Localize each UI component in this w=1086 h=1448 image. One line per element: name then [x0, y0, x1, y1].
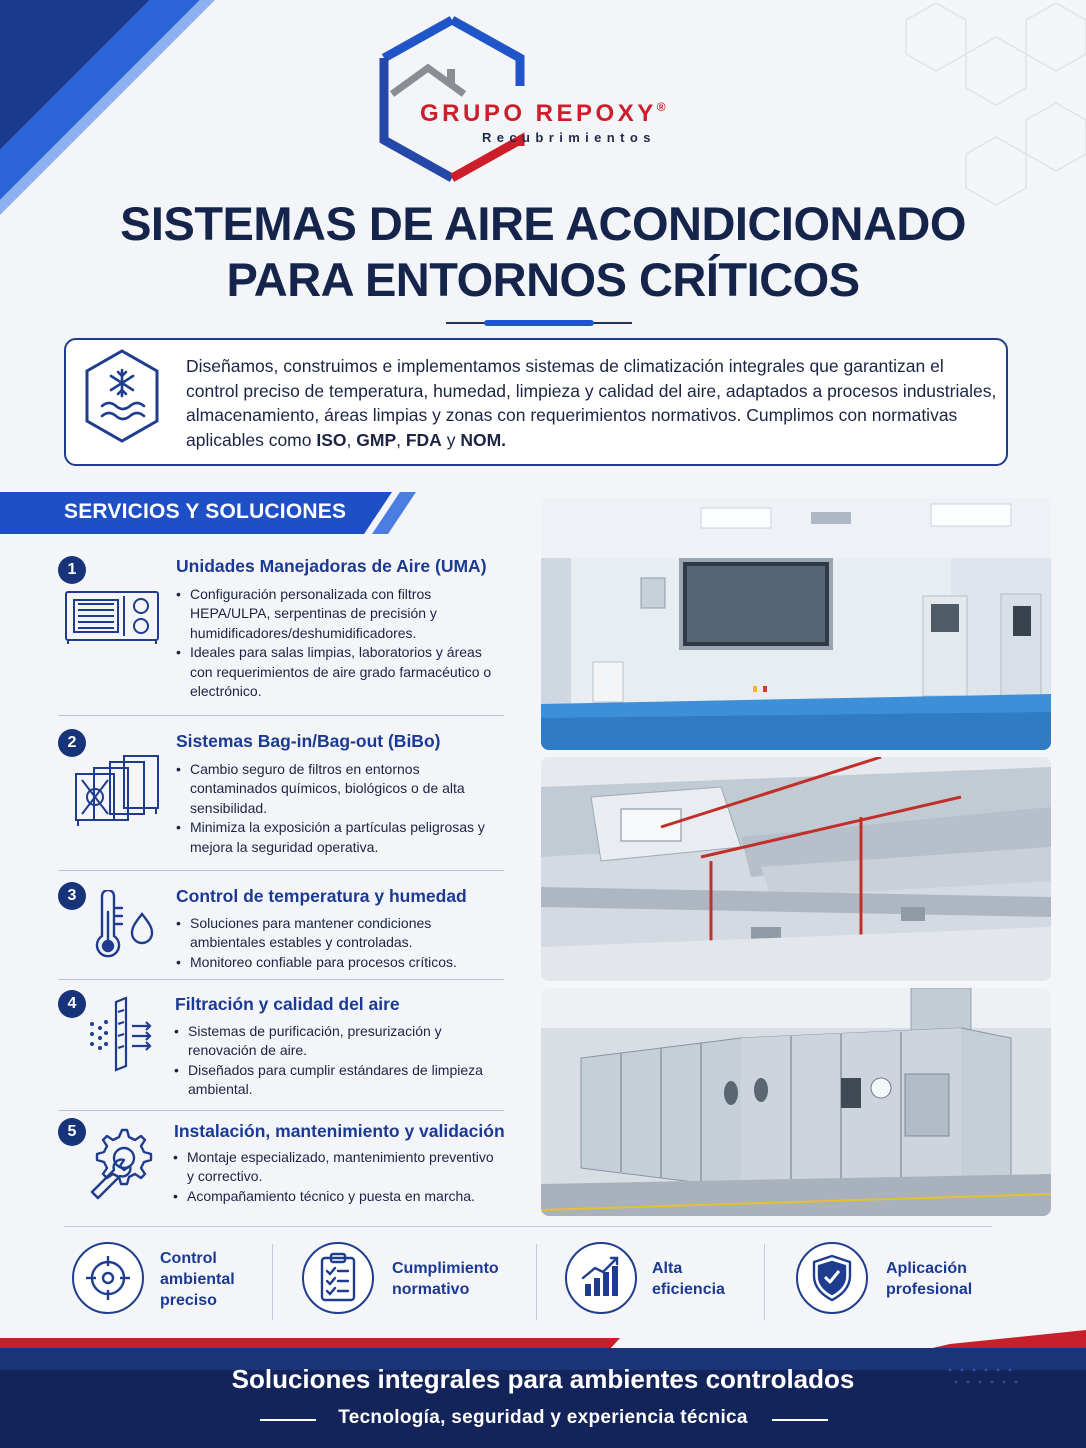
- page-title: [60, 196, 1026, 308]
- intro-text-body: Diseñamos, construimos e implementamos sistemas de climatización integrales que garantizan el control preciso de temperatura, humedad, limpieza y calidad del aire, adaptados a procesos industriales, almacenamiento, áreas limpias y zonas con requerimientos normativos. Cumplimos con normativas aplicables como: [186, 356, 997, 450]
- feature-label-line: normativo: [392, 1281, 470, 1298]
- intro-sep: ,: [396, 429, 406, 450]
- footer-rule-right: [772, 1419, 828, 1421]
- feature-label-line: Cumplimiento: [392, 1260, 499, 1277]
- norm-fda: FDA: [405, 429, 442, 450]
- service-bullet: • Sistemas de purificación, presurización y renovación de aire.: [174, 1022, 504, 1061]
- service-title: Filtración y calidad del aire: [175, 994, 400, 1014]
- brand-name: [420, 100, 770, 128]
- service-bullet: • Configuración personalizada con filtros HEPA/ULPA, serpentinas de precisión y humidificadores/deshumidificadores.: [176, 585, 506, 643]
- service-bullets: [176, 914, 506, 972]
- features-divider: [64, 1226, 992, 1227]
- footer-subtitle: Tecnología, seguridad y experiencia técnica: [338, 1407, 748, 1428]
- service-title: Instalación, mantenimiento y validación: [174, 1121, 505, 1141]
- air-handling-unit-icon: [64, 586, 162, 646]
- footer-title: Soluciones integrales para ambientes controlados: [231, 1364, 855, 1394]
- feature-label-line: preciso: [160, 1292, 217, 1309]
- bibo-filter-housing-icon: [72, 750, 164, 830]
- feature-icon-circle: [796, 1242, 868, 1314]
- service-bullets: [176, 760, 506, 857]
- intro-text: [186, 354, 998, 452]
- gear-wrench-icon: [84, 1124, 160, 1200]
- feature-label-line: Aplicación: [886, 1260, 967, 1277]
- checklist-icon: [304, 1244, 372, 1312]
- shield-check-icon: [798, 1244, 866, 1312]
- service-title: Sistemas Bag-in/Bag-out (BiBo): [176, 731, 441, 751]
- service-bullets: [174, 1022, 504, 1100]
- norm-gmp: GMP: [356, 429, 397, 450]
- intro-sep: y: [441, 429, 461, 450]
- title-underline-accent: [484, 320, 594, 326]
- feature-icon-circle: [72, 1242, 144, 1314]
- brand-logo: [352, 14, 772, 184]
- registered-mark: ®: [656, 100, 666, 114]
- service-bullet: • Cambio seguro de filtros en entornos contaminados químicos, biológicos o de alta sensibilidad.: [176, 760, 506, 818]
- feature-label-line: Control: [160, 1250, 217, 1267]
- cleanroom-photo: [541, 498, 1051, 750]
- thermometer-droplet-icon: [88, 890, 158, 962]
- feature-label-line: ambiental: [160, 1271, 235, 1288]
- service-bullet: • Ideales para salas limpias, laboratorios y áreas con requerimientos de aire grado farmacéutico o electrónico.: [176, 643, 506, 701]
- growth-chart-icon: [567, 1244, 635, 1312]
- service-bullets: [176, 585, 506, 701]
- feature-label: [652, 1258, 725, 1300]
- target-icon: [74, 1244, 142, 1312]
- service-bullet: • Soluciones para mantener condiciones ambientales estables y controladas.: [176, 914, 506, 953]
- feature-label: [392, 1258, 499, 1300]
- feature-label-line: eficiencia: [652, 1281, 725, 1298]
- service-divider: [58, 1110, 504, 1111]
- service-divider: [58, 979, 504, 980]
- service-number: 2: [58, 729, 86, 757]
- service-bullet: • Diseñados para cumplir estándares de limpieza ambiental.: [174, 1061, 504, 1100]
- service-bullet: • Monitoreo confiable para procesos críticos.: [176, 953, 506, 972]
- feature-separator: [536, 1244, 537, 1320]
- snowflake-air-icon: [84, 348, 160, 444]
- feature-label-line: Alta: [652, 1260, 683, 1277]
- feature-separator: [272, 1244, 273, 1320]
- air-filter-icon: [86, 996, 158, 1072]
- service-divider: [58, 870, 504, 871]
- feature-separator: [764, 1244, 765, 1320]
- service-number: 3: [58, 882, 86, 910]
- feature-icon-circle: [565, 1242, 637, 1314]
- air-handling-units-photo: [541, 988, 1051, 1216]
- service-number: 1: [58, 556, 86, 584]
- service-bullet: • Montaje especializado, mantenimiento preventivo y correctivo.: [173, 1148, 503, 1187]
- service-number: 4: [58, 990, 86, 1018]
- service-divider: [58, 715, 504, 716]
- brand-subtitle: Recubrimientos: [482, 130, 656, 145]
- service-title: Control de temperatura y humedad: [176, 886, 467, 906]
- intro-sep: ,: [346, 429, 357, 450]
- norm-nom: NOM.: [460, 429, 507, 450]
- feature-label: [886, 1258, 972, 1300]
- service-number: 5: [58, 1118, 86, 1146]
- title-line-2: PARA ENTORNOS CRÍTICOS: [226, 253, 860, 306]
- feature-label: [160, 1248, 235, 1311]
- section-title: SERVICIOS Y SOLUCIONES: [64, 500, 347, 523]
- service-title: Unidades Manejadoras de Aire (UMA): [176, 556, 487, 576]
- feature-label-line: profesional: [886, 1281, 973, 1298]
- title-line-1: SISTEMAS DE AIRE ACONDICIONADO: [120, 197, 966, 250]
- brand-name-text: GRUPO REPOXY: [420, 100, 657, 127]
- service-bullet: • Minimiza la exposición a partículas peligrosas y mejora la seguridad operativa.: [176, 818, 506, 857]
- norm-iso: ISO: [316, 429, 347, 450]
- service-bullets: [173, 1148, 503, 1206]
- feature-icon-circle: [302, 1242, 374, 1314]
- service-bullet: • Acompañamiento técnico y puesta en marcha.: [173, 1187, 503, 1206]
- ductwork-ceiling-photo: [541, 757, 1051, 981]
